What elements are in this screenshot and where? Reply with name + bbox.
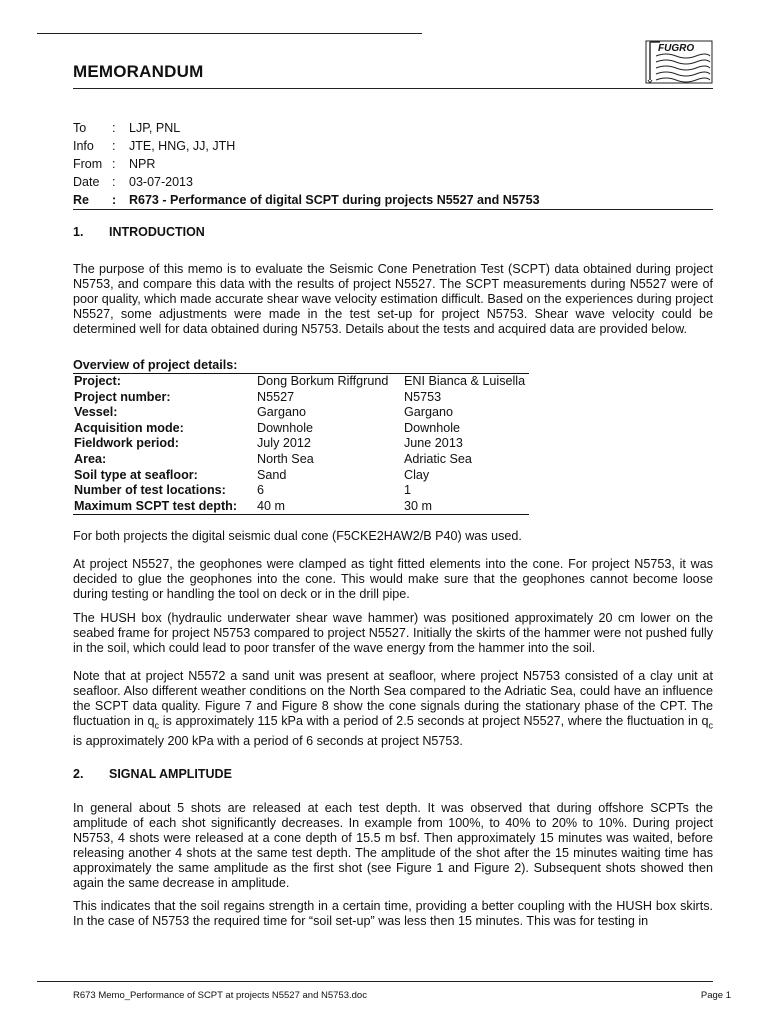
header-sep: : xyxy=(112,121,116,135)
table-cell: 1 xyxy=(404,483,412,498)
header-value: JTE, HNG, JJ, JTH xyxy=(129,139,236,153)
table-label: Project number: xyxy=(74,389,171,404)
table-cell: 30 m xyxy=(403,499,529,515)
header-value: LJP, PNL xyxy=(129,121,181,135)
table-label: Project: xyxy=(73,374,256,390)
header-key: To xyxy=(73,121,87,135)
table-cell: N5527 xyxy=(257,389,295,404)
table-row xyxy=(73,421,529,437)
section-number: 1. xyxy=(73,225,84,239)
table-cell: Downhole xyxy=(404,420,461,435)
paragraph-text: Note that at project N5572 a sand unit was present at seafloor, where project N5753 consisted of a clay unit at seafloor. Also different weather conditions on the North Sea compared to the Adriatic Sea, could have an influence the SCPT data quality. Figure 7 and Figure 8 show the cone signals during the stationary phase of the CPT. The fluctuation in q xyxy=(73,669,713,728)
table-cell: Clay xyxy=(404,467,430,482)
project-details-table xyxy=(73,373,529,515)
table-cell: N5753 xyxy=(404,389,442,404)
table-label: Number of test locations: xyxy=(74,483,226,498)
paragraph: In general about 5 shots are released at each test depth. It was observed that during offshore SCPTs the amplitude of each shot significantly decreases. In example from 100%, to 40% to 20% to 10%. During project N5753, 4 shots were released at a cone depth of 15.5 m bsf. Then approximately 15 minutes was waited, before releasing another 4 shots at the same test depth. The amplitude of the shot after the 15 minutes waiting time has approximately the same amplitude as the first shot (see Figure 1 and Figure 2). Subsequent shots showed then again the same decrease in amplitude. xyxy=(73,801,713,890)
table-cell: July 2012 xyxy=(257,436,311,451)
table-row xyxy=(73,390,529,406)
paragraph-text: is approximately 115 kPa with a period of 2.5 seconds at project N5527, where the fluctuation in q xyxy=(159,714,709,728)
footer-doc-name: R673 Memo_Performance of SCPT at projects N5527 and N5753.doc xyxy=(73,990,367,1001)
header-sep: : xyxy=(112,193,117,207)
header-sep: : xyxy=(112,157,116,171)
subscript: c xyxy=(154,720,160,731)
table-cell: Gargano xyxy=(257,405,307,420)
header-key: Re xyxy=(73,193,89,207)
paragraph: The HUSH box (hydraulic underwater shear wave hammer) was positioned approximately 20 cm lower on the seabed frame for project N5753 compared to project N5527. Initially the skirts of the hammer were not pushed fully in the soil, which could lead to poor transfer of the wave energy from the hammer into the soil. xyxy=(73,611,713,655)
table-cell: North Sea xyxy=(257,451,314,466)
header-key: Date xyxy=(73,175,100,189)
section-title: SIGNAL AMPLITUDE xyxy=(109,767,232,781)
paragraph: For both projects the digital seismic dual cone (F5CKE2HAW2/B P40) was used. xyxy=(73,529,522,543)
table-cell: ENI Bianca & Luisella xyxy=(403,374,529,390)
table-label: Area: xyxy=(74,451,107,466)
table-label: Vessel: xyxy=(74,405,118,420)
fugro-logo xyxy=(640,40,714,84)
header-sep: : xyxy=(112,139,116,153)
header-rule xyxy=(73,209,713,210)
table-row xyxy=(73,499,529,515)
top-rule xyxy=(37,33,422,34)
table-label: Fieldwork period: xyxy=(74,436,179,451)
table-cell: Downhole xyxy=(257,420,314,435)
table-row xyxy=(73,436,529,452)
header-key: From xyxy=(73,157,103,171)
svg-text:FUGRO: FUGRO xyxy=(658,43,695,54)
table-cell: Sand xyxy=(257,467,287,482)
section-title: INTRODUCTION xyxy=(109,225,205,239)
paragraph: The purpose of this memo is to evaluate the Seismic Cone Penetration Test (SCPT) data obtained during project N5753, and compare this data with the results of project N5527. The SCPT measurements during N5527 were of poor quality, which made accurate shear wave velocity estimation difficult. Based on the experiences during project N5527, some adjustments were made in the test set-up for project N5753. Shear wave velocity could be determined well for data obtained during N5753. Details about the tests and acquired data are provided below. xyxy=(73,262,713,336)
table-row xyxy=(73,374,529,390)
paragraph: This indicates that the soil regains strength in a certain time, providing a better coupling with the HUSH box skirts. In the case of N5753 the required time for “soil set-up” was less then 15 minutes. This was for testing in xyxy=(73,899,713,928)
table-row xyxy=(73,468,529,484)
footer-rule xyxy=(37,981,713,982)
table-cell: Dong Borkum Riffgrund xyxy=(256,374,403,390)
header-sep: : xyxy=(112,175,116,189)
table-label: Maximum SCPT test depth: xyxy=(73,499,256,515)
title-rule xyxy=(73,88,713,89)
section-number: 2. xyxy=(73,767,84,781)
table-cell: Adriatic Sea xyxy=(404,451,472,466)
header-value: R673 - Performance of digital SCPT during projects N5527 and N5753 xyxy=(129,193,540,207)
table-label: Soil type at seafloor: xyxy=(74,467,198,482)
header-value: NPR xyxy=(129,157,156,171)
footer-page-number: Page 1 xyxy=(700,990,731,1001)
overview-title: Overview of project details: xyxy=(73,358,238,372)
paragraph xyxy=(73,669,713,749)
table-row xyxy=(73,452,529,468)
table-row xyxy=(73,483,529,499)
table-cell: Gargano xyxy=(404,405,454,420)
subscript: c xyxy=(708,720,713,731)
table-cell: 6 xyxy=(257,483,265,498)
memo-title: MEMORANDUM xyxy=(73,62,204,81)
table-row xyxy=(73,405,529,421)
table-label: Acquisition mode: xyxy=(74,420,184,435)
table-cell: 40 m xyxy=(256,499,403,515)
header-value: 03-07-2013 xyxy=(129,175,193,189)
table-cell: June 2013 xyxy=(404,436,463,451)
paragraph-text: is approximately 200 kPa with a period of 6 seconds at project N5753. xyxy=(73,733,463,748)
header-key: Info xyxy=(73,139,94,153)
paragraph: At project N5527, the geophones were clamped as tight fitted elements into the cone. For project N5753, it was decided to glue the geophones into the cone. This would make sure that the geophones cannot become loose during testing or handling the tool on deck or in the drill pipe. xyxy=(73,557,713,601)
